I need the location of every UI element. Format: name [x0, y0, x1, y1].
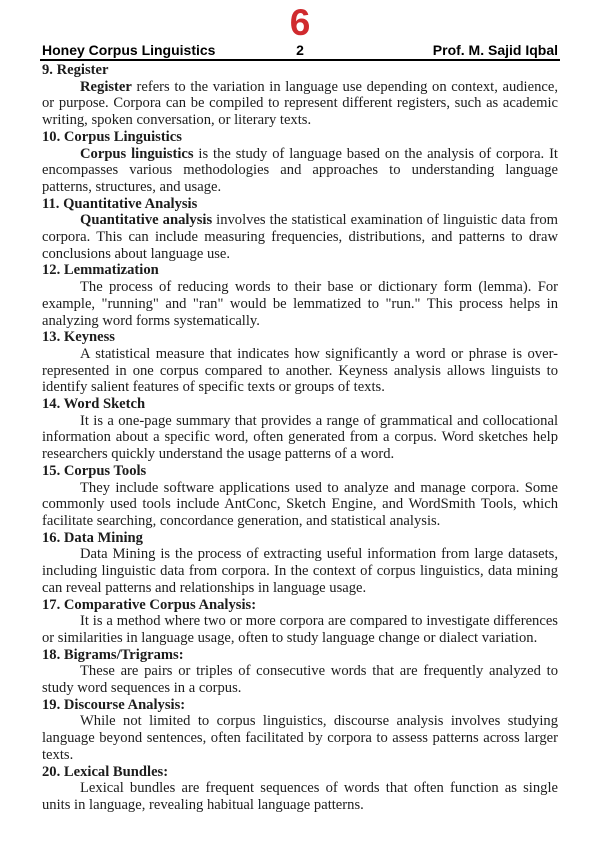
section-body-text: refers to the variation in language use depending on context, audience, or purpose. Corpora can be compiled to represent different registers, such as academic writing, spoken conversation, or literary texts. — [42, 78, 558, 129]
section-heading: 15. Corpus Tools — [42, 462, 147, 479]
section-heading: 10. Corpus Linguistics — [42, 128, 182, 145]
section-lead-term: Corpus linguistics — [80, 145, 194, 162]
section-paragraph — [42, 713, 558, 763]
section-body-text: is the study of language based on the analysis of corpora. It encompasses various methodologies and approaches to understanding language patterns, structures, and usage. — [42, 145, 558, 195]
section-paragraph — [42, 480, 558, 530]
document-header — [40, 43, 560, 61]
header-title: Honey Corpus Linguistics — [42, 42, 216, 58]
page-number-red: 6 — [289, 2, 311, 43]
section-body-text: The process of reducing words to their base or dictionary form (lemma). For example, "running" and "ran" would be lemmatized to "run." This process helps in analyzing word forms systematically. — [42, 279, 558, 329]
section-lead-term: Register — [80, 78, 132, 95]
section-body-text: These are pairs or triples of consecutive words that are frequently analyzed to study word sequences in a corpus. — [42, 663, 558, 697]
section-heading: 18. Bigrams/Trigrams: — [42, 646, 184, 663]
section-paragraph — [42, 279, 558, 329]
section-paragraph — [42, 146, 558, 196]
section-lead-term: Quantitative analysis — [80, 212, 213, 229]
glossary-section — [42, 62, 558, 129]
glossary-section — [42, 329, 558, 396]
document-body — [42, 62, 558, 814]
section-heading: 14. Word Sketch — [42, 396, 146, 413]
section-body-text: It is a one-page summary that provides a range of grammatical and collocational information about a specific word, often generated from a corpus. Word sketches help researchers quickly understand the usage patterns of a word. — [42, 412, 558, 463]
glossary-section — [42, 396, 558, 463]
glossary-section — [42, 597, 558, 647]
section-body-text: They include software applications used to analyze and manage corpora. Some commonly used tools include AntConc, Sketch Engine, and WordSmith Tools, which facilitate searching, concordance generation, and statistical analysis. — [42, 479, 558, 529]
glossary-section — [42, 196, 558, 263]
header-page-number: 2 — [296, 42, 304, 58]
section-body-text: Data Mining is the process of extracting useful information from large datasets, including linguistic data from corpora. In the context of corpus linguistics, data mining can reveal patterns and relationships in language usage. — [42, 546, 558, 596]
glossary-section — [42, 647, 558, 697]
glossary-section — [42, 530, 558, 597]
section-heading: 16. Data Mining — [42, 529, 143, 546]
section-body-text: A statistical measure that indicates how significantly a word or phrase is over-represented in one corpus compared to another. Keyness analysis allows linguists to identify salient features of specific texts or groups of texts. — [42, 345, 558, 396]
section-paragraph — [42, 212, 558, 262]
section-body-text: While not limited to corpus linguistics, discourse analysis involves studying language beyond sentences, often facilitated by corpora to assess patterns across larger texts. — [42, 713, 558, 763]
section-heading: 9. Register — [42, 62, 109, 78]
section-heading: 19. Discourse Analysis: — [42, 696, 186, 713]
section-heading: 20. Lexical Bundles: — [42, 763, 169, 780]
section-body-text: involves the statistical examination of linguistic data from corpora. This can include measuring frequencies, distributions, and patterns to draw conclusions about language use. — [42, 212, 559, 262]
section-body-text: Lexical bundles are frequent sequences of words that often function as single units in language, revealing habitual language patterns. — [42, 780, 558, 813]
section-paragraph — [42, 780, 558, 813]
glossary-section — [42, 463, 558, 530]
section-heading: 17. Comparative Corpus Analysis: — [42, 596, 257, 613]
section-paragraph — [42, 79, 558, 129]
glossary-section — [42, 697, 558, 764]
section-heading: 11. Quantitative Analysis — [42, 195, 198, 212]
section-paragraph — [42, 613, 558, 646]
header-author: Prof. M. Sajid Iqbal — [432, 42, 559, 58]
section-body-text: It is a method where two or more corpora are compared to investigate differences or similarities in language usage, often to study language change or dialect variation. — [42, 613, 558, 646]
section-paragraph — [42, 546, 558, 596]
section-paragraph — [42, 663, 558, 696]
glossary-section — [42, 129, 558, 196]
section-paragraph — [42, 346, 558, 396]
glossary-section — [42, 262, 558, 329]
glossary-section — [42, 764, 558, 814]
section-heading: 12. Lemmatization — [42, 262, 159, 279]
section-paragraph — [42, 413, 558, 463]
section-heading: 13. Keyness — [42, 329, 115, 346]
